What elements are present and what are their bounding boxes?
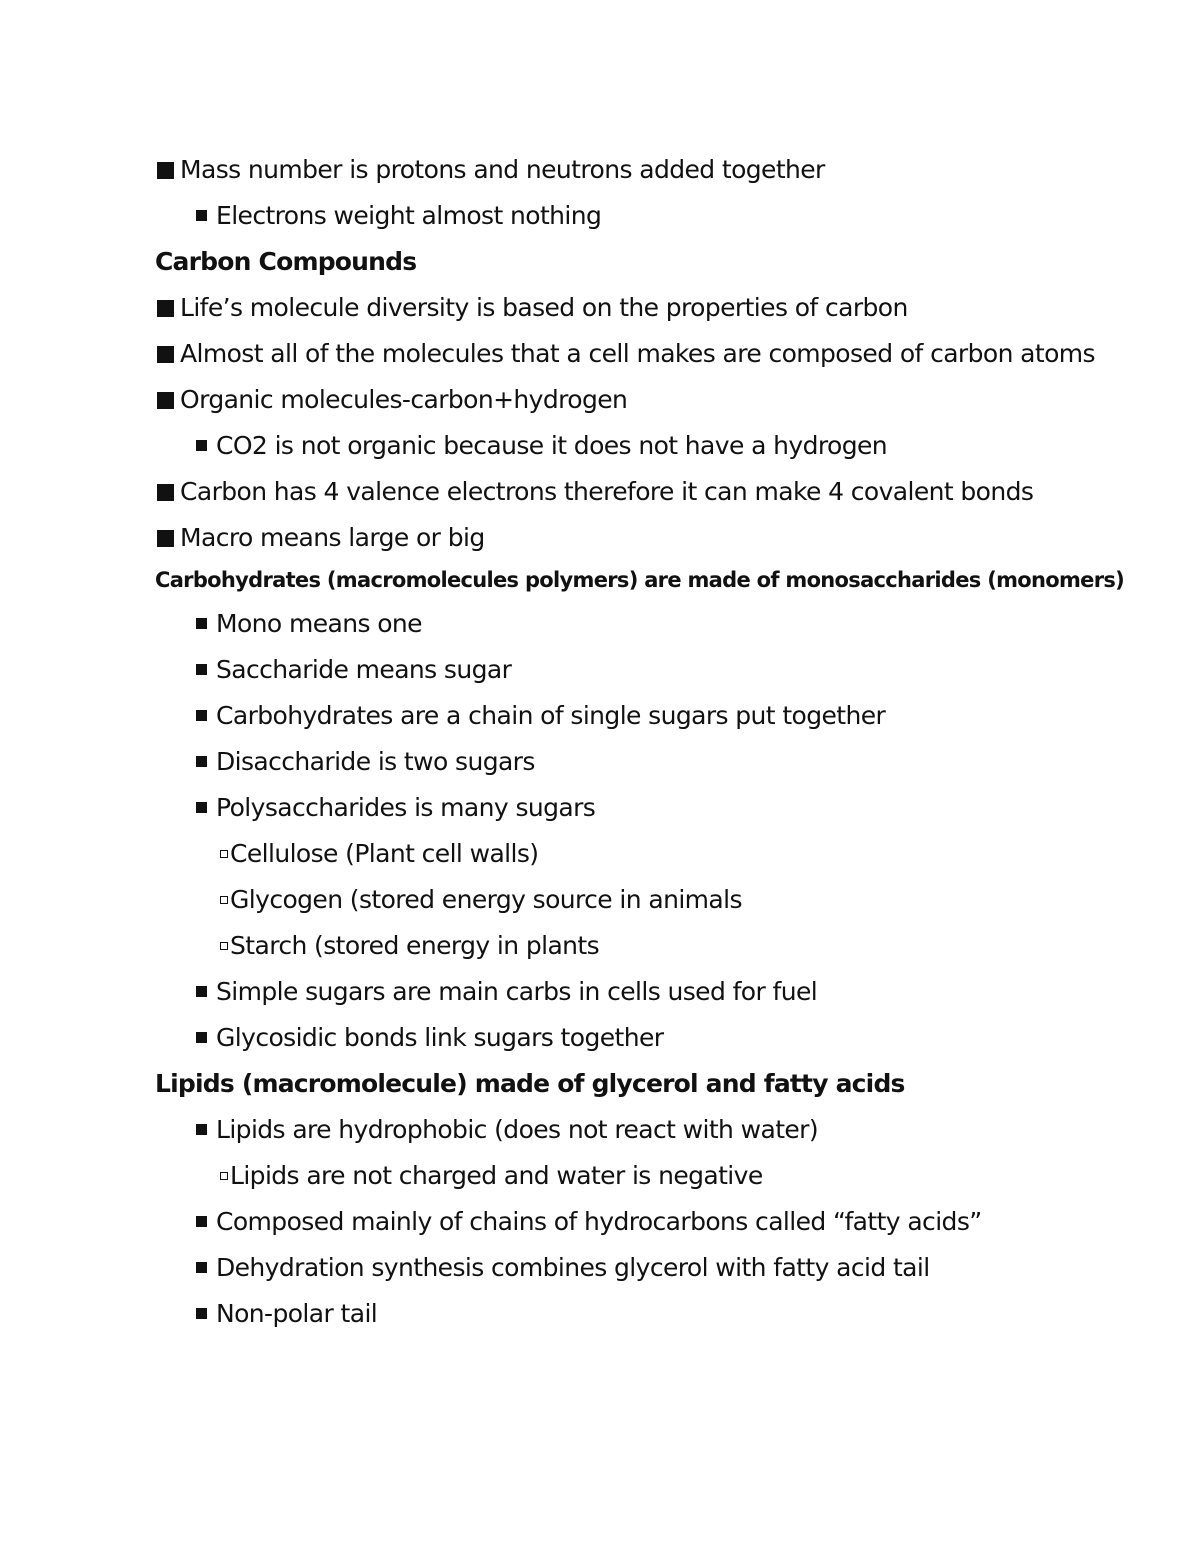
note-text: Simple sugars are main carbs in cells used for fuel — [216, 977, 818, 1006]
section-heading: Lipids (macromolecule) made of glycerol and fatty acids — [155, 1069, 905, 1098]
note-line — [220, 930, 599, 962]
note-line — [196, 654, 511, 686]
hollow-square-icon — [220, 942, 228, 950]
note-text: Dehydration synthesis combines glycerol with fatty acid tail — [216, 1253, 930, 1282]
note-line — [196, 1206, 982, 1238]
note-text: Lipids are hydrophobic (does not react with water) — [216, 1115, 819, 1144]
note-line — [157, 476, 1033, 508]
note-line — [196, 700, 885, 732]
note-line — [196, 976, 817, 1008]
note-line — [196, 200, 601, 232]
small-square-icon — [196, 618, 207, 629]
note-text: Cellulose (Plant cell walls) — [230, 839, 539, 868]
small-square-icon — [196, 1124, 207, 1135]
filled-square-icon — [157, 484, 174, 501]
note-text: Organic molecules-carbon+hydrogen — [180, 385, 628, 414]
filled-square-icon — [157, 346, 174, 363]
note-text: Disaccharide is two sugars — [216, 747, 535, 776]
note-line — [220, 838, 538, 870]
note-text: Starch (stored energy in plants — [230, 931, 600, 960]
small-square-icon — [196, 710, 207, 721]
note-line — [157, 522, 485, 554]
note-text: Saccharide means sugar — [216, 655, 512, 684]
small-square-icon — [196, 986, 207, 997]
note-line — [196, 792, 595, 824]
note-text: Glycosidic bonds link sugars together — [216, 1023, 664, 1052]
note-line — [196, 1114, 818, 1146]
small-square-icon — [196, 756, 207, 767]
small-square-icon — [196, 664, 207, 675]
note-line — [196, 608, 422, 640]
section-heading: Carbohydrates (macromolecules polymers) are made of monosaccharides (monomers) — [155, 568, 1125, 592]
note-line — [196, 746, 535, 778]
note-line — [157, 338, 1095, 370]
hollow-square-icon — [220, 850, 228, 858]
filled-square-icon — [157, 530, 174, 547]
note-line — [196, 1298, 377, 1330]
note-line — [220, 1160, 763, 1192]
small-square-icon — [196, 802, 207, 813]
note-text: Life’s molecule diversity is based on the properties of carbon — [180, 293, 908, 322]
note-text: Carbohydrates are a chain of single sugars put together — [216, 701, 886, 730]
note-text: Electrons weight almost nothing — [216, 201, 602, 230]
note-text: Macro means large or big — [180, 523, 485, 552]
note-line — [157, 384, 627, 416]
note-text: Non-polar tail — [216, 1299, 378, 1328]
note-text: Lipids are not charged and water is negative — [230, 1161, 763, 1190]
note-line — [157, 154, 825, 186]
note-text: Polysaccharides is many sugars — [216, 793, 596, 822]
note-text: Composed mainly of chains of hydrocarbons called “fatty acids” — [216, 1207, 982, 1236]
filled-square-icon — [157, 162, 174, 179]
note-line — [220, 884, 742, 916]
small-square-icon — [196, 1308, 207, 1319]
filled-square-icon — [157, 300, 174, 317]
hollow-square-icon — [220, 1172, 228, 1180]
note-text: Glycogen (stored energy source in animals — [230, 885, 742, 914]
note-text: Mono means one — [216, 609, 422, 638]
hollow-square-icon — [220, 896, 228, 904]
small-square-icon — [196, 1216, 207, 1227]
small-square-icon — [196, 210, 207, 221]
note-line — [157, 292, 908, 324]
note-line — [196, 1252, 930, 1284]
section-heading: Carbon Compounds — [155, 247, 417, 276]
small-square-icon — [196, 1032, 207, 1043]
note-text: Almost all of the molecules that a cell makes are composed of carbon atoms — [180, 339, 1095, 368]
small-square-icon — [196, 440, 207, 451]
note-line — [196, 1022, 663, 1054]
note-text: Carbon has 4 valence electrons therefore it can make 4 covalent bonds — [180, 477, 1034, 506]
small-square-icon — [196, 1262, 207, 1273]
note-line — [196, 430, 887, 462]
filled-square-icon — [157, 392, 174, 409]
note-text: CO2 is not organic because it does not have a hydrogen — [216, 431, 887, 460]
note-text: Mass number is protons and neutrons added together — [180, 155, 825, 184]
